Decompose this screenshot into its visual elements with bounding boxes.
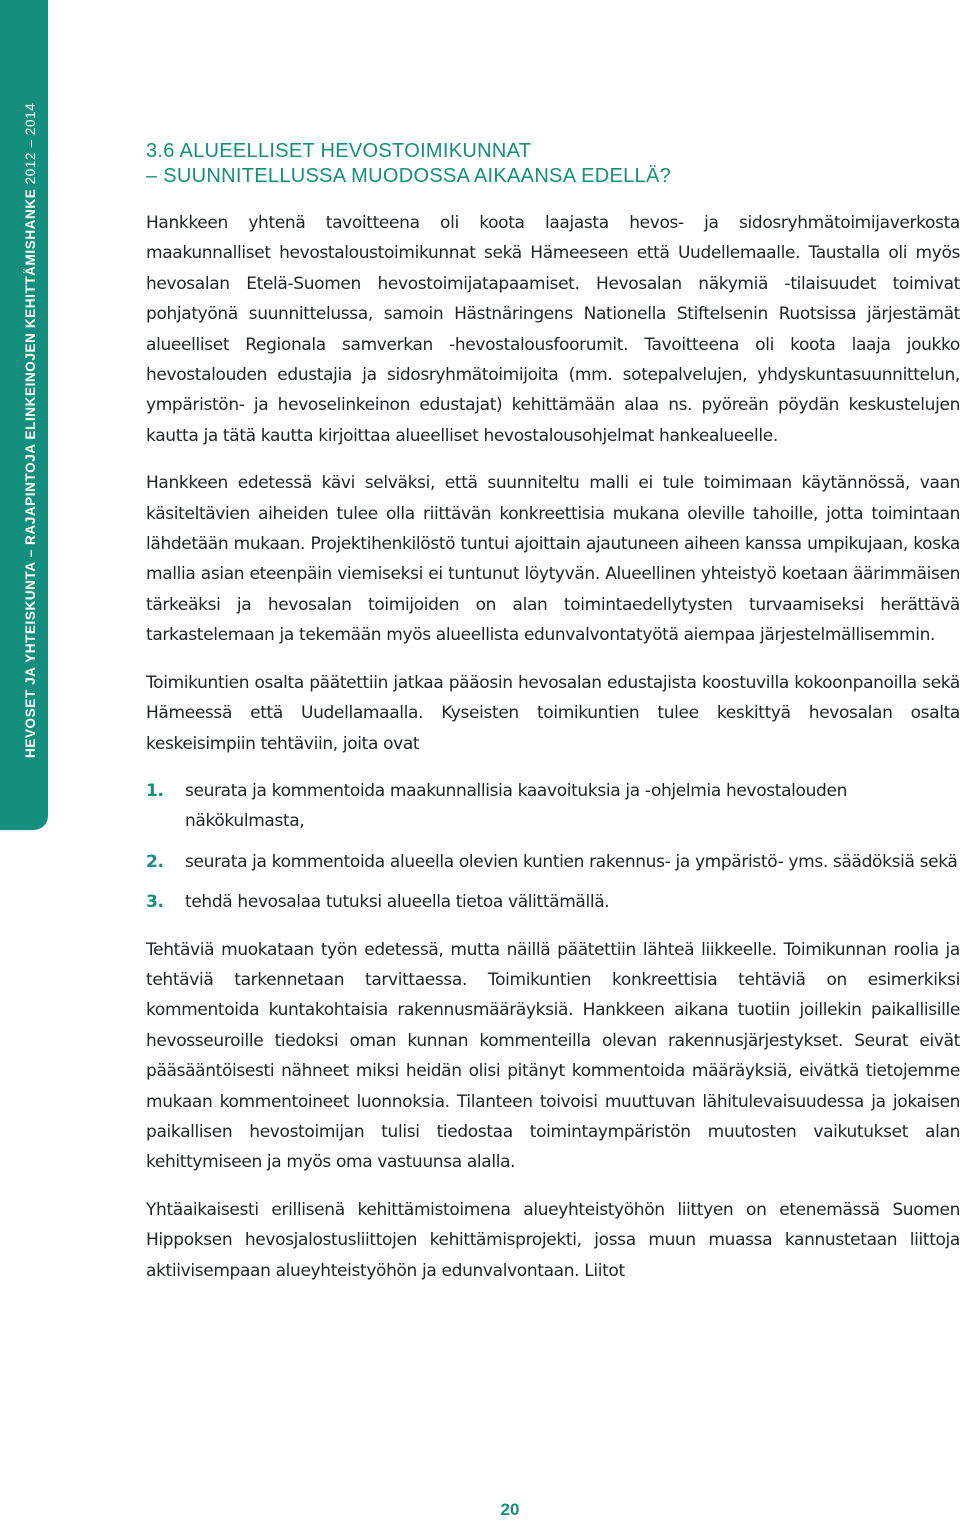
side-tab-years: 2012 – 2014 [23, 102, 38, 185]
list-item [146, 776, 960, 837]
list-item-number: 3. [146, 892, 164, 913]
list-item-text: tehdä hevosalaa tutuksi alueella tietoa välittämällä. [185, 892, 610, 913]
paragraph-4: Tehtäviä muokataan työn edetessä, mutta näillä päätettiin lähteä liikkeelle. Toimikunnan roolia ja tehtäviä tarkennetaan tarvittaessa. Toimikuntien konkreettisia tehtäviä on esimerkiksi kommentoida kuntakohtaisia rakennusmääräyksiä. Hankkeen aikana tuotiin joillekin paikallisille hevosseuroille tiedoksi oman kunnan kommenteilla olevan rakennusjärjestykset. Seurat eivät pääsääntöisesti nähneet miksi heidän olisi pitänyt kommentoida määräyksiä, eivätkä tietojemme mukaan kommentoineet luonnoksia. Tilanteen toivoisi muuttuvan lähitulevaisuudessa ja jokaisen paikallisen hevostoimijan tulisi tiedostaa toimintaympäristön muutosten vaikutukset alan kehittymiseen ja myös oma vastuunsa alalla. [146, 939, 960, 1173]
list-item-text: seurata ja kommentoida maakunnallisia kaavoituksia ja -ohjelmia hevostalouden näkökulmasta, [185, 780, 847, 832]
task-list [146, 776, 960, 918]
page-number: 20 [500, 1500, 520, 1519]
list-item-number: 1. [146, 780, 164, 801]
side-tab-text-container [0, 0, 48, 830]
list-item [146, 887, 960, 917]
side-tab-title: HEVOSET JA YHTEISKUNTA – RAJAPINTOJA ELINKEINOJEN KEHITTÄMISHANKE [23, 188, 38, 758]
main-content [146, 139, 960, 1303]
list-item-number: 2. [146, 851, 164, 872]
paragraph-5: Yhtäaikaisesti erillisenä kehittämistoimena alueyhteistyöhön liittyen on etenemässä Suomen Hippoksen hevosjalostusliittojen kehittämisprojekti, jossa muun muassa kannustetaan liittoja aktiivisempaan alueyhteistyöhön ja edunvalvontaan. Liitot [146, 1199, 960, 1281]
list-item-text: seurata ja kommentoida alueella olevien kuntien rakennus- ja ympäristö- yms. säädöksiä sekä [185, 851, 958, 872]
side-tab-label [24, 103, 38, 758]
paragraph-1: Hankkeen yhtenä tavoitteena oli koota laajasta hevos- ja sidosryhmätoimijaverkosta maakunnalliset hevostaloustoimikunnat sekä Hämeeseen että Uudellemaalle. Taustalla oli myös hevosalan Etelä-Suomen hevostoimijatapaamiset. Hevosalan näkymiä -tilaisuudet toimivat pohjatyönä suunnittelussa, samoin Hästnäringens Nationella Stiftelsenin Ruotsissa järjestämät alueelliset Regionala samverkan -hevostalousfoorumit. Tavoitteena oli koota laaja joukko hevostalouden edustajia ja sidosryhmätoimijoita (mm. sotepalvelujen, yhdyskuntasuunnittelun, ympäristön- ja hevoselinkeinon edustajat) kehittämään alaa ns. pyöreän pöydän keskustelujen kautta ja tätä kautta kirjoittaa alueelliset hevostalousohjelmat hankealueelle. [146, 213, 960, 446]
paragraph-3: Toimikuntien osalta päätettiin jatkaa pääosin hevosalan edustajista koostuvilla kokoonpanoilla sekä Hämeessä että Uudellamaalla. Kyseisten toimikuntien tulee keskittyä hevosalan osalta keskeisimpiin tehtäviin, joita ovat [146, 672, 960, 754]
section-heading-line-2: – SUUNNITELLUSSA MUODOSSA AIKAANSA EDELLÄ? [146, 165, 672, 187]
list-item [146, 847, 960, 877]
section-heading [146, 139, 960, 189]
section-heading-line-1: 3.6 ALUEELLISET HEVOSTOIMIKUNNAT [146, 140, 532, 162]
paragraph-2: Hankkeen edetessä kävi selväksi, että suunniteltu malli ei tule toimimaan käytännössä, vaan käsiteltävien aiheiden tulee olla riittävän konkreettisia mukana oleville tahoille, jotta toimintaan lähdetään mukaan. Projektihenkilöstö tuntui ajoittain ajautuneen aiheen kanssa umpikujaan, koska mallia asian eteenpäin viemiseksi ei tuntunut löytyvän. Alueellinen yhteistyö koetaan äärimmäisen tärkeäksi ja hevosalan toimijoiden on alan toimintaedellytysten turvaamiseksi herättävä tarkastelemaan ja tekemään myös alueellista edunvalvontatyötä aiempaa järjestelmällisemmin. [146, 473, 960, 646]
